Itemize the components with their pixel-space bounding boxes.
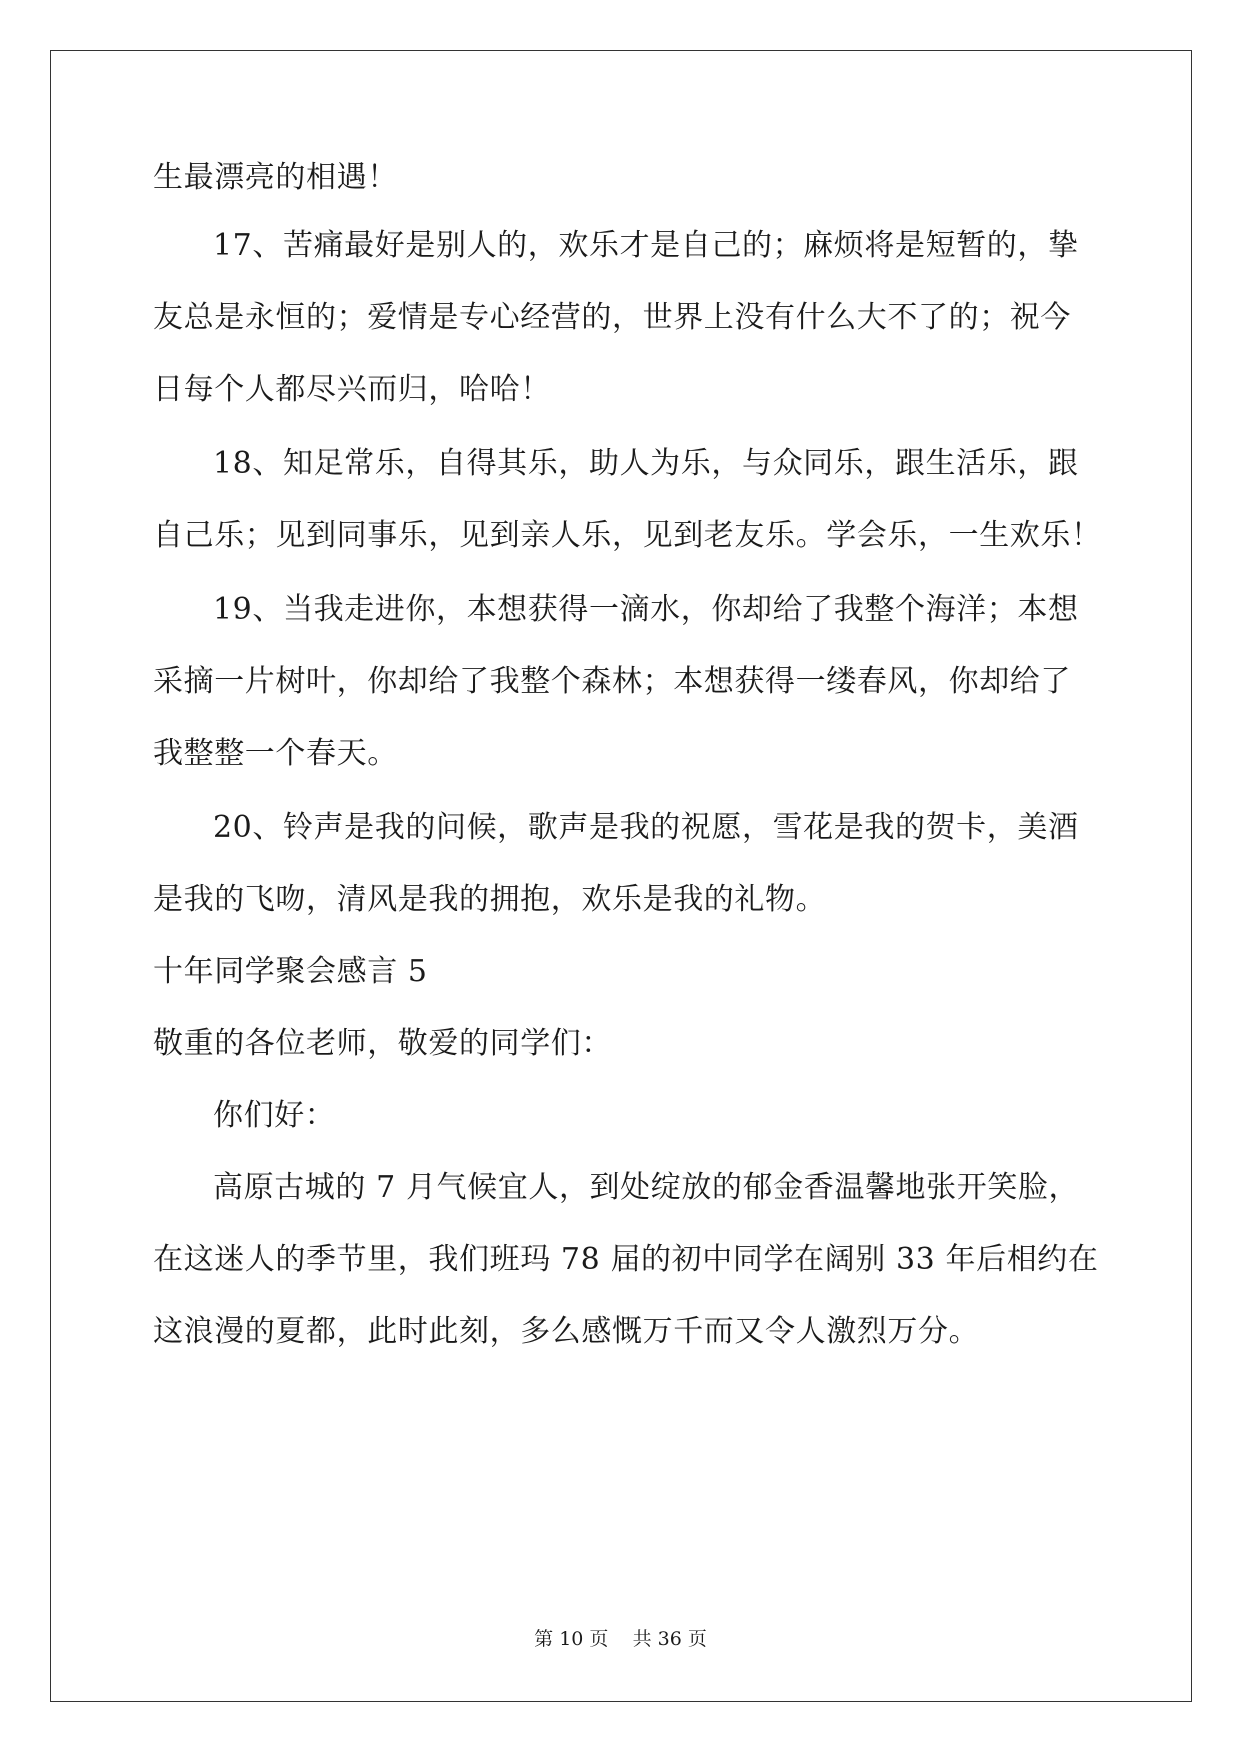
paragraph-20-line-2: 是我的飞吻，清风是我的拥抱，欢乐是我的礼物。 xyxy=(153,882,827,917)
section-heading: 十年同学聚会感言 5 xyxy=(153,954,428,989)
paragraph-18-line-1: 18、知足常乐，自得其乐，助人为乐，与众同乐，跟生活乐，跟 xyxy=(213,446,1079,481)
text-line: 生最漂亮的相遇！ xyxy=(153,160,398,195)
paragraph-17-line-3: 日每个人都尽兴而归，哈哈！ xyxy=(153,372,551,407)
paragraph-19-line-1: 19、当我走进你，本想获得一滴水，你却给了我整个海洋；本想 xyxy=(213,592,1079,627)
paragraph-body-line-3: 这浪漫的夏都，此时此刻，多么感慨万千而又令人激烈万分。 xyxy=(153,1314,980,1349)
paragraph-18-line-2: 自己乐；见到同事乐，见到亲人乐，见到老友乐。学会乐，一生欢乐！ xyxy=(153,518,1102,553)
greeting: 你们好： xyxy=(213,1098,336,1133)
paragraph-body-line-2: 在这迷人的季节里，我们班玛 78 届的初中同学在阔别 33 年后相约在 xyxy=(153,1242,1099,1277)
paragraph-body-line-1: 高原古城的 7 月气候宜人，到处绽放的郁金香温馨地张开笑脸， xyxy=(213,1170,1080,1205)
page-number-footer: 第 10 页 共 36 页 xyxy=(534,1628,707,1650)
salutation: 敬重的各位老师，敬爱的同学们： xyxy=(153,1026,612,1061)
paragraph-17-line-1: 17、苦痛最好是别人的，欢乐才是自己的；麻烦将是短暂的，挚 xyxy=(213,228,1079,263)
paragraph-19-line-2: 采摘一片树叶，你却给了我整个森林；本想获得一缕春风，你却给了 xyxy=(153,664,1071,699)
paragraph-19-line-3: 我整整一个春天。 xyxy=(153,736,398,771)
paragraph-20-line-1: 20、铃声是我的问候，歌声是我的祝愿，雪花是我的贺卡，美酒 xyxy=(213,810,1079,845)
paragraph-17-line-2: 友总是永恒的；爱情是专心经营的，世界上没有什么大不了的；祝今 xyxy=(153,300,1071,335)
